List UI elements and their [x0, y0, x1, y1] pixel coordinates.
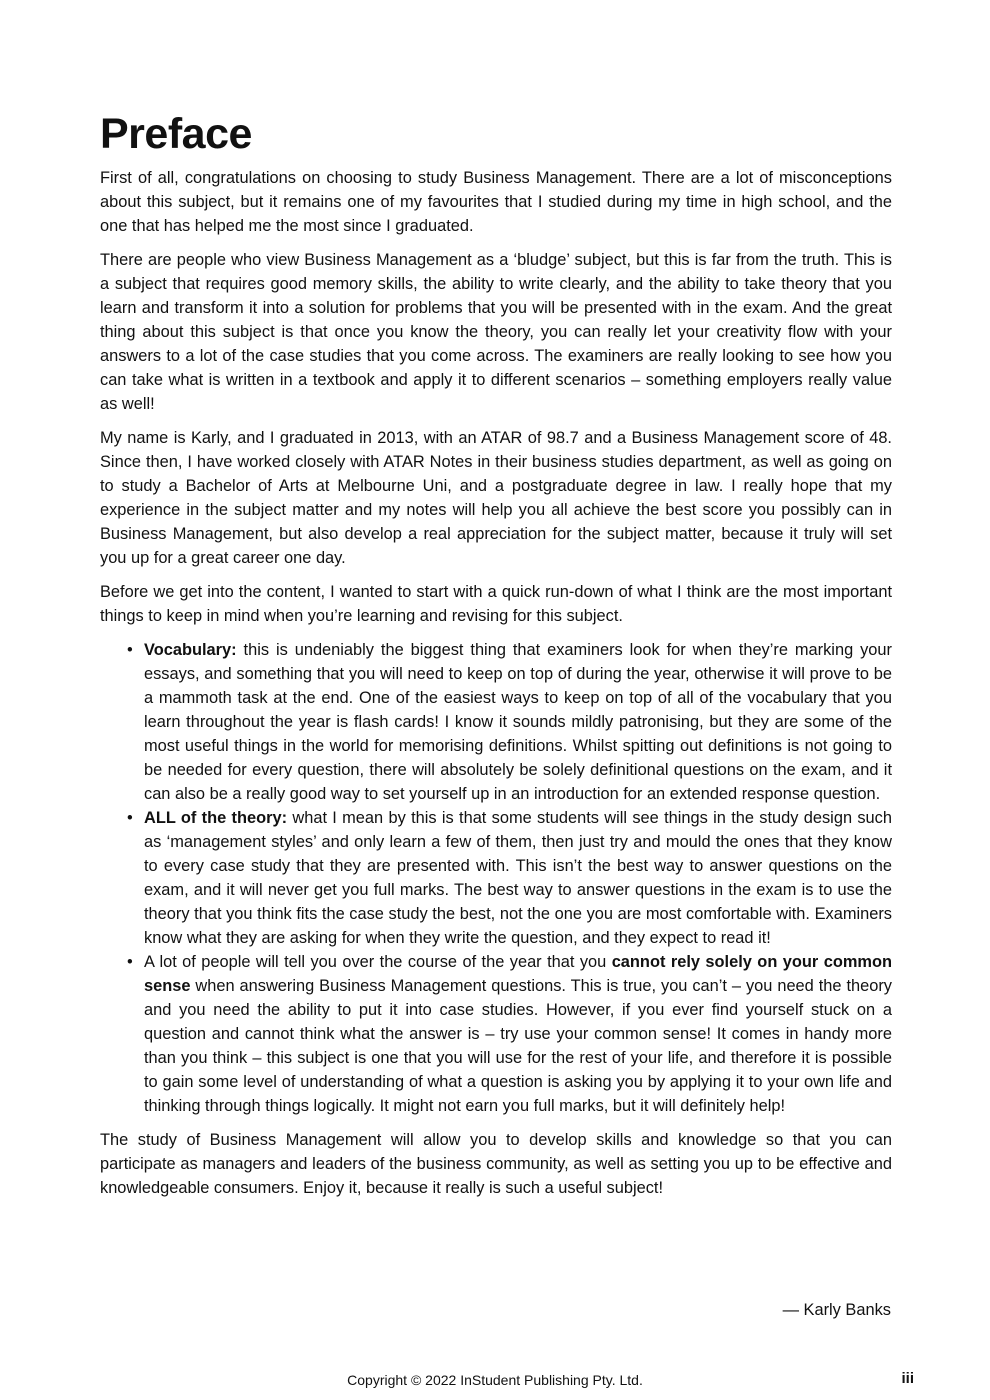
list-item-heading: Vocabulary:: [144, 641, 237, 659]
paragraph-rundown: Before we get into the content, I wanted to start with a quick run-down of what I think are the most important things to keep in mind when you’re learning and revising for this subject.: [100, 583, 892, 625]
page-body: [100, 108, 892, 1210]
footer-copyright: Copyright © 2022 InStudent Publishing Pty. Ltd.: [347, 1372, 643, 1388]
list-item-text: when answering Business Management questions. This is true, you can’t – you need the theory and you need the ability to put it into case studies. However, if you ever find yourself stuck on a question and cannot think what the answer is – try use your common sense! It comes in handy more than you think – this subject is one that you will use for the rest of your life, and therefore it is possible to gain some level of understanding of what a question is asking you by applying it to your own life and thinking through things logically. It might not earn you full marks, but it will definitely help!: [144, 977, 892, 1115]
signature: — Karly Banks: [782, 1301, 891, 1319]
list-item-emphasis: cannot rely solely on your common sense: [144, 953, 892, 995]
list-item: [127, 950, 892, 1118]
list-item: [127, 806, 892, 950]
paragraph-closing: The study of Business Management will allow you to develop skills and knowledge so that you can participate as managers and leaders of the business community, as well as setting you up to be effective and knowledgeable consumers. Enjoy it, because it really is such a useful subject!: [100, 1131, 892, 1197]
paragraph-author: My name is Karly, and I graduated in 2013, with an ATAR of 98.7 and a Business Management score of 48. Since then, I have worked closely with ATAR Notes in their business studies department, as well as going on to study a Bachelor of Arts at Melbourne Uni, and a postgraduate degree in law. I really hope that my experience in the subject matter and my notes will help you all achieve the best score you possibly can in Business Management, but also develop a real appreciation for the subject matter, because it truly will set you up for a great career one day.: [100, 429, 892, 567]
paragraph-misconceptions: There are people who view Business Management as a ‘bludge’ subject, but this is far from the truth. This is a subject that requires good memory skills, the ability to write clearly, and the ability to take theory that you learn and transform it into a solution for problems that you will be presented with in the exam. And the great thing about this subject is that once you know the theory, you can really let your creativity flow with your answers to a lot of the case studies that you come across. The examiners are really looking to see how you can take what is written in a textbook and apply it to different scenarios – something employers really value as well!: [100, 251, 892, 413]
list-item-lead: A lot of people will tell you over the course of the year that you: [144, 953, 612, 971]
bullet-icon: •: [127, 953, 133, 971]
bullet-icon: •: [127, 641, 133, 659]
tips-list: [100, 638, 892, 1118]
list-item-text: what I mean by this is that some students will see things in the study design such as ‘management styles’ and only learn a few of them, then just try and mould the ones that they know to every case study that they are presented with. This isn’t the best way to answer questions on the exam, and it will never get you full marks. The best way to answer questions in the exam is to use the theory that you think fits the case study the best, not the one you are most comfortable with. Examiners know what they are asking for when they write the question, and they expect to read it!: [144, 809, 892, 947]
list-item-text: this is undeniably the biggest thing that examiners look for when they’re marking your essays, and something that you will need to keep on top of during the year, otherwise it will prove to be a mammoth task at the end. One of the easiest ways to keep on top of all of the vocabulary that you learn throughout the year is flash cards! I know it sounds mildly patronising, but they are some of the most useful things in the world for memorising definitions. Whilst spitting out definitions is not going to be needed for every question, there will absolutely be solely definitional questions on the exam, and it can also be a really good way to set yourself up in an introduction for an extended response question.: [144, 641, 892, 803]
paragraph-intro: First of all, congratulations on choosing to study Business Management. There are a lot of misconceptions about this subject, but it remains one of my favourites that I studied during my time in high school, and the one that has helped me the most since I graduated.: [100, 169, 892, 235]
list-item-heading: ALL of the theory:: [144, 809, 288, 827]
page-number: iii: [901, 1370, 914, 1387]
bullet-icon: •: [127, 809, 133, 827]
list-item: [127, 638, 892, 806]
page-title: Preface: [100, 110, 252, 158]
